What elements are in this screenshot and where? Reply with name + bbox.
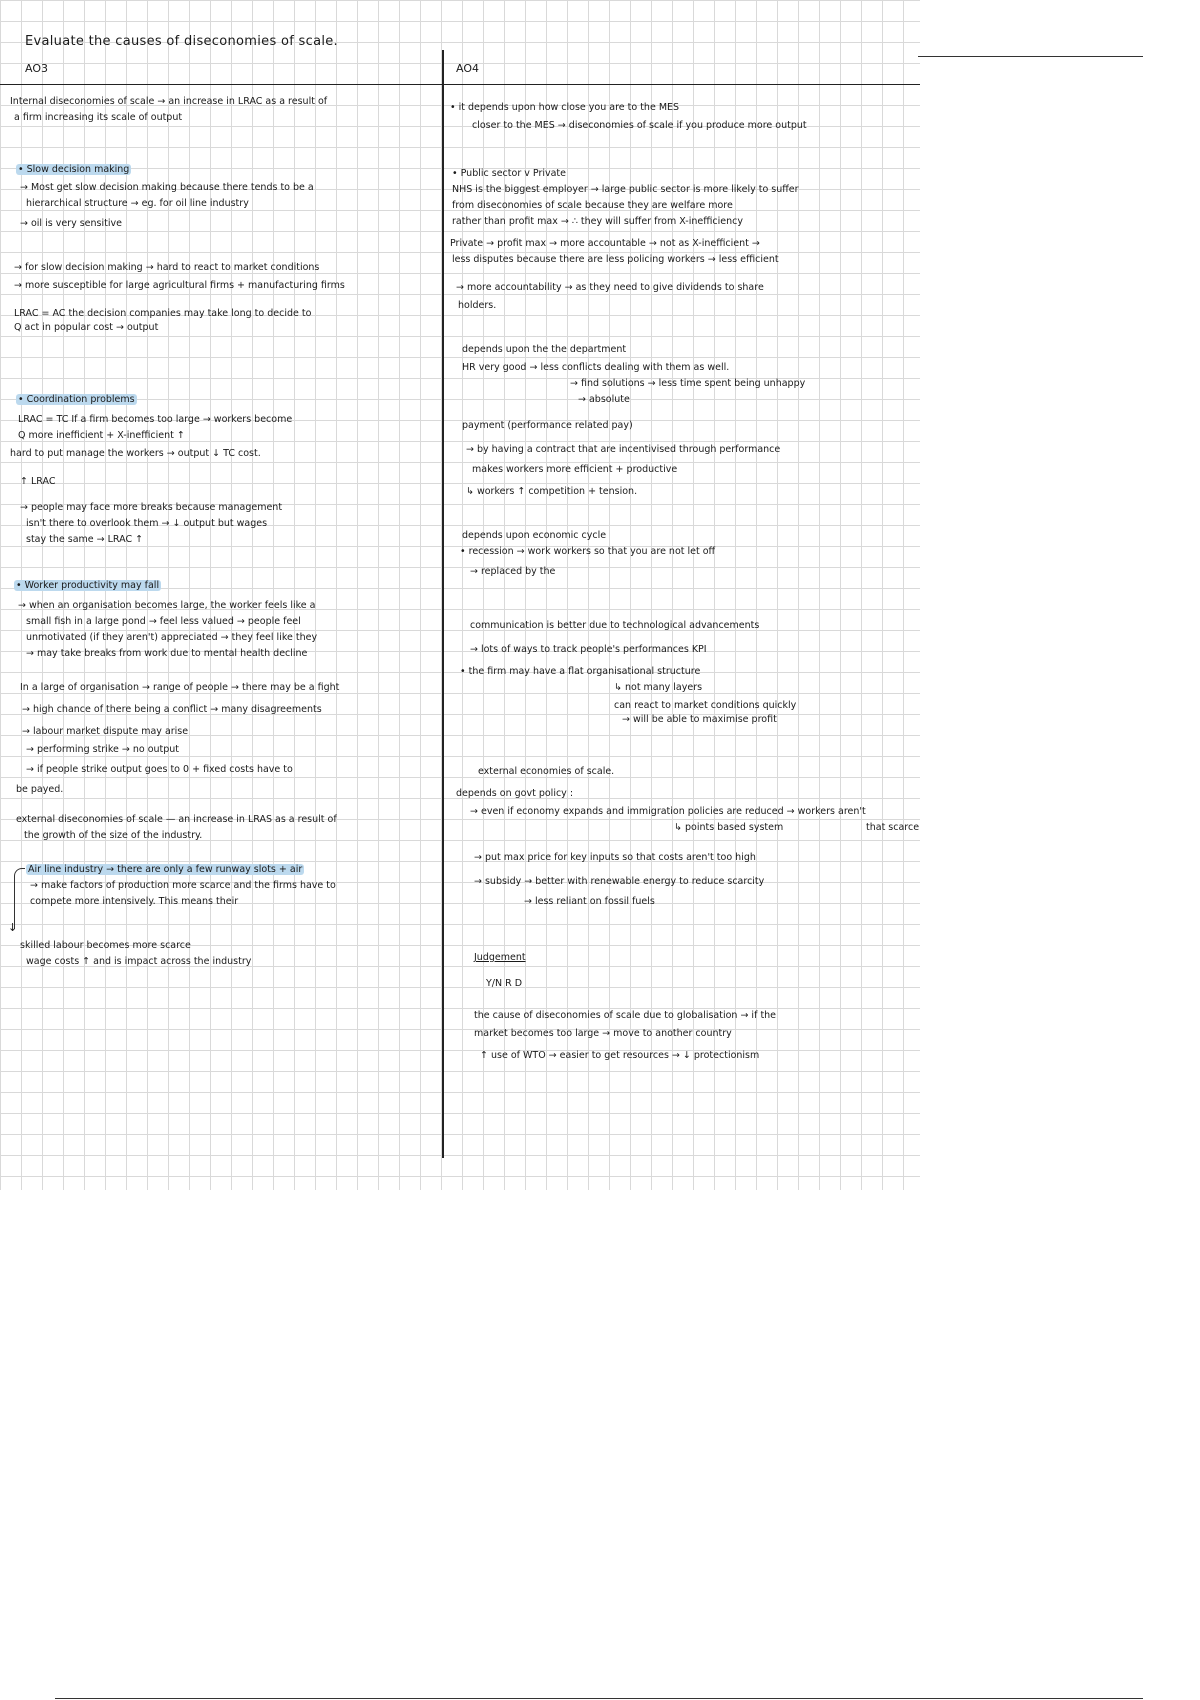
ao3-heading: AO3	[25, 62, 48, 75]
right-note: • recession → work workers so that you are not let off	[460, 546, 716, 557]
right-note: • Public sector v Private	[452, 168, 566, 179]
right-note: that scarce	[866, 822, 920, 833]
left-note: → labour market dispute may arise	[22, 726, 189, 737]
right-note: → absolute	[578, 394, 630, 405]
bottom-rule	[55, 1698, 1143, 1699]
left-note: Internal diseconomies of scale → an increase in LRAC as a result of	[10, 96, 328, 107]
left-note: In a large of organisation → range of people → there may be a fight	[20, 682, 340, 693]
left-note: → Most get slow decision making because there tends to be a	[20, 182, 314, 193]
right-note: • it depends upon how close you are to the MES	[450, 102, 680, 113]
essay-question-title: Evaluate the causes of diseconomies of scale.	[25, 34, 338, 49]
left-note: a firm increasing its scale of output	[14, 112, 183, 123]
left-note: → oil is very sensitive	[20, 218, 122, 229]
right-note: → put max price for key inputs so that costs aren't too high	[474, 852, 756, 863]
left-note: → high chance of there being a conflict → many disagreements	[22, 704, 322, 715]
left-note: → performing strike → no output	[26, 744, 180, 755]
left-note: compete more intensively. This means their	[30, 896, 239, 907]
right-note: closer to the MES → diseconomies of scale if you produce more output	[472, 120, 807, 131]
right-note: depends on govt policy :	[456, 788, 574, 799]
ao4-heading: AO4	[456, 62, 479, 75]
right-note: market becomes too large → move to another country	[474, 1028, 732, 1039]
right-note: makes workers more efficient + productive	[472, 464, 678, 475]
right-note: ↑ use of WTO → easier to get resources → ↓ protectionism	[480, 1050, 760, 1061]
left-note-highlighted: Air line industry → there are only a few runway slots + air	[28, 864, 303, 875]
right-note: can react to market conditions quickly	[614, 700, 797, 711]
right-note: ↳ workers ↑ competition + tension.	[466, 486, 638, 497]
down-arrow-icon: ↓	[8, 921, 18, 934]
left-note: skilled labour becomes more scarce	[20, 940, 191, 951]
top-right-rule	[918, 56, 1143, 57]
right-note: HR very good → less conflicts dealing with them as well.	[462, 362, 730, 373]
right-note: → less reliant on fossil fuels	[524, 896, 655, 907]
left-note: → people may face more breaks because management	[20, 502, 283, 513]
right-note: payment (performance related pay)	[462, 420, 633, 431]
judgement-heading: Judgement	[474, 952, 526, 963]
right-note: depends upon economic cycle	[462, 530, 607, 541]
left-heading-slow-decision: • Slow decision making	[18, 164, 130, 175]
right-note: holders.	[458, 300, 497, 311]
left-note: → for slow decision making → hard to react to market conditions	[14, 262, 320, 273]
left-note: small fish in a large pond → feel less valued → people feel	[26, 616, 301, 627]
left-note: Q more inefficient + X-inefficient ↑	[18, 430, 185, 441]
column-divider	[442, 50, 444, 1158]
right-note: depends upon the the department	[462, 344, 627, 355]
left-note: external diseconomies of scale — an increase in LRAS as a result of	[16, 814, 337, 825]
left-note: Q act in popular cost → output	[14, 322, 159, 333]
left-note: isn't there to overlook them → ↓ output but wages	[26, 518, 268, 529]
right-note: Y/N R D	[486, 978, 523, 989]
left-note: → more susceptible for large agricultural firms + manufacturing firms	[14, 280, 345, 291]
right-note: → will be able to maximise profit	[622, 714, 777, 725]
right-note: → by having a contract that are incentivised through performance	[466, 444, 781, 455]
curved-bracket	[14, 868, 25, 929]
left-heading-coordination: • Coordination problems	[18, 394, 135, 405]
left-note: ↑ LRAC	[20, 476, 56, 487]
left-note: wage costs ↑ and is impact across the industry	[26, 956, 252, 967]
right-note: less disputes because there are less policing workers → less efficient	[452, 254, 779, 265]
right-note: → subsidy → better with renewable energy to reduce scarcity	[474, 876, 765, 887]
left-note: → make factors of production more scarce and the firms have to	[30, 880, 336, 891]
left-note: hierarchical structure → eg. for oil line industry	[26, 198, 249, 209]
left-note: the growth of the size of the industry.	[24, 830, 203, 841]
right-note: • the firm may have a flat organisational structure	[460, 666, 701, 677]
right-note: from diseconomies of scale because they are welfare more	[452, 200, 733, 211]
right-note: → find solutions → less time spent being unhappy	[570, 378, 806, 389]
left-note: LRAC = AC the decision companies may take long to decide to	[14, 308, 312, 319]
left-note: be payed.	[16, 784, 64, 795]
right-note: communication is better due to technological advancements	[470, 620, 760, 631]
right-note: external economies of scale.	[478, 766, 615, 777]
left-note: unmotivated (if they aren't) appreciated → they feel like they	[26, 632, 318, 643]
left-note: hard to put manage the workers → output ↓ TC cost.	[10, 448, 261, 459]
right-note: → replaced by the	[470, 566, 556, 577]
left-note: → may take breaks from work due to mental health decline	[26, 648, 308, 659]
right-note: rather than profit max → ∴ they will suffer from X-inefficiency	[452, 216, 743, 227]
right-note: ↳ points based system	[674, 822, 784, 833]
left-note: → if people strike output goes to 0 + fixed costs have to	[26, 764, 293, 775]
left-note: → when an organisation becomes large, the worker feels like a	[18, 600, 316, 611]
left-note: LRAC = TC If a firm becomes too large → workers become	[18, 414, 293, 425]
right-note: NHS is the biggest employer → large public sector is more likely to suffer	[452, 184, 799, 195]
right-note: ↳ not many layers	[614, 682, 703, 693]
right-note: → even if economy expands and immigration policies are reduced → workers aren't	[470, 806, 866, 817]
right-note: Private → profit max → more accountable → not as X-inefficient →	[450, 238, 760, 249]
right-note: → lots of ways to track people's performances KPI	[470, 644, 707, 655]
left-note: stay the same → LRAC ↑	[26, 534, 144, 545]
header-rule	[0, 84, 920, 85]
right-note: → more accountability → as they need to give dividends to share	[456, 282, 764, 293]
left-heading-worker-productivity: • Worker productivity may fall	[16, 580, 160, 591]
right-note: the cause of diseconomies of scale due to globalisation → if the	[474, 1010, 777, 1021]
